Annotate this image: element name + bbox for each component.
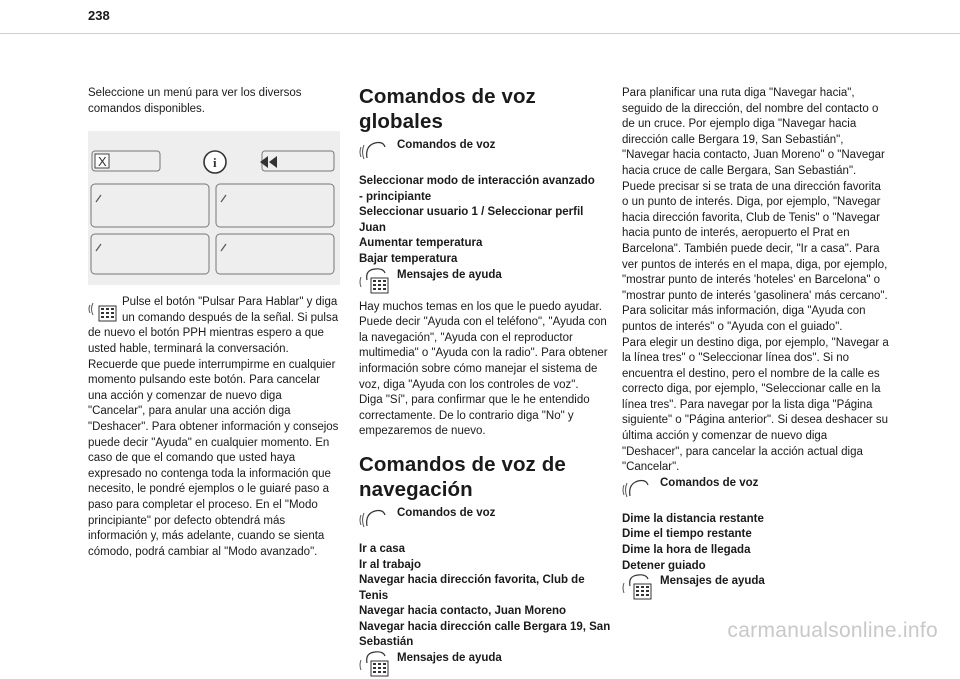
navigation-help-text-1: Para planificar una ruta diga "Navegar hacia", seguido de la dirección, del nombre del contacto o de un cruce. Por ejemplo diga "Navegar hacia dirección calle Bergara 19, San Sebastián", "Navegar hacia contacto, Juan Moreno" o "Navegar hacia cruce de calle Bergara, San Sebastián". Puede precisar si se trata de una dirección favorita o un punto de interés. Diga, por ejemplo, "Navegar hacia dirección favorita, Club de Tenis" o "Navegar hacia punto de interés, aeropuerto el Prat en Barcelona". También puede decir, "Ir a casa". Para ver puntos de interés en el mapa, diga, por ejemplo, "mostrar punto de interés 'hoteles' en Barcelona" o "mostrar punto de interés 'gasolinera' más cercano". Para solicitar más información, diga "Ayuda con puntos de interés" o "Ayuda con el guiado". [622,87,888,333]
navigation-heading-line-2: navegación [359,477,473,501]
help-messages-icon [622,574,656,602]
header-divider [0,33,960,34]
intro-text: Seleccione un menú para ver los diversos comandos disponibles. [88,87,302,115]
guidance-voice-commands-label-row [622,476,890,506]
guidance-help-label-row [622,574,890,604]
command-item: Navegar hacia dirección calle Bergara 19, San Sebastián [359,620,611,649]
speech-bubble-icon [359,506,393,532]
guidance-help-label: Mensajes de ayuda [660,575,765,588]
global-voice-commands-label: Comandos de voz [397,139,496,151]
command-item: Seleccionar usuario 1 / Seleccionar perfil Juan [359,206,584,234]
watermark: carmanualsonline.info [727,619,938,642]
speech-bubble-icon [622,476,656,502]
command-item: Detener guiado [622,559,706,572]
voice-menu-illustration [88,131,340,285]
voice-menu-screen-icon [88,131,340,285]
global-help-label-row [359,268,611,298]
command-item: Bajar temperatura [359,252,458,265]
global-help-paragraph-2: Diga "Sí", para confirmar que le he entendido correctamente. De lo contrario diga "No" y empezaremos de nuevo. [359,394,590,438]
command-item: Dime la distancia restante [622,512,764,525]
navigation-heading-line-1: Comandos de voz de [359,452,566,476]
help-messages-icon [359,268,393,296]
command-item: Navegar hacia contacto, Juan Moreno [359,605,567,618]
push-to-talk-icon [88,297,118,323]
page-number: 238 [88,8,110,23]
command-item: Ir a casa [359,542,406,555]
help-messages-icon [359,651,393,679]
global-voice-commands-heading: Comandos de voz globales [359,85,536,133]
navigation-help-label-row [359,637,611,679]
command-item: Navegar hacia dirección favorita, Club de Tenis [359,574,585,602]
navigation-commands-list [359,542,611,651]
command-item: Aumentar temperatura [359,237,483,250]
command-item: Dime la hora de llegada [622,544,751,557]
global-voice-commands-label-row [359,138,611,168]
navigation-voice-commands-label: Comandos de voz [397,506,496,519]
command-item: Dime el tiempo restante [622,528,752,541]
navigation-help-label: Mensajes de ayuda [397,652,502,665]
column-2 [359,84,611,679]
global-help-paragraph-1: Hay muchos temas en los que le puedo ayudar. Puede decir "Ayuda con el teléfono", "Ayuda con la navegación", "Ayuda con el reproductor multimedia" o "Ayuda con la radio". Para obtener información sobre cómo manejar el sistema de voz, diga "Ayuda con los controles de voz". [359,300,608,391]
navigation-voice-commands-label-row [359,506,611,536]
global-help-label: Mensajes de ayuda [397,268,502,281]
guidance-voice-commands-label: Comandos de voz [660,476,759,489]
command-item: Seleccionar modo de interacción avanzado [359,175,595,187]
command-item: - principiante [359,190,432,203]
svg-text:X: X [98,154,107,170]
navigation-voice-commands-heading [359,452,611,502]
column-3 [622,86,890,604]
push-to-talk-paragraph: Pulse el botón "Pulsar Para Hablar" y diga un comando después de la señal. Si pulsa de nuevo el botón PPH mientras espero a que usted hable, terminará la conversación. Recuerde que puede interrumpirme en cualquier momento pulsando este botón. Para cancelar una acción y comenzar de nuevo diga "Cancelar", para anular una acción diga "Deshacer". Para obtener información y consejos puede decir "Ayuda" en cualquier momento. En caso de que el comando que usted haya expresado no contenga toda la información que necesito, le pondré ejemplos o le guiaré paso a paso para completar el proceso. En el "Modo principiante" por defecto obtendrá más información y, más adelante, cuando se sienta cómodo, podrá cambiar al "Modo avanzado". [88,296,339,558]
global-commands-list [359,174,611,268]
command-item: Ir al trabajo [359,558,421,571]
navigation-help-text-2: Para elegir un destino diga, por ejemplo, "Navegar a la línea tres" o "Seleccionar línea dos". Si no encuentra el destino, pero el nombre de la calle es correcto diga, por ejemplo, "Seleccionar calle en la línea tres". Para navegar por la lista diga "Página siguiente" o "Página anterior". Si desea deshacer su última acción y comenzar de nuevo diga "Deshacer", para cancelar la acción actual diga "Cancelar". [622,336,889,474]
speech-bubble-icon [359,138,393,164]
svg-text:i: i [213,155,217,171]
column-1 [88,86,340,560]
guidance-commands-list [622,512,890,574]
